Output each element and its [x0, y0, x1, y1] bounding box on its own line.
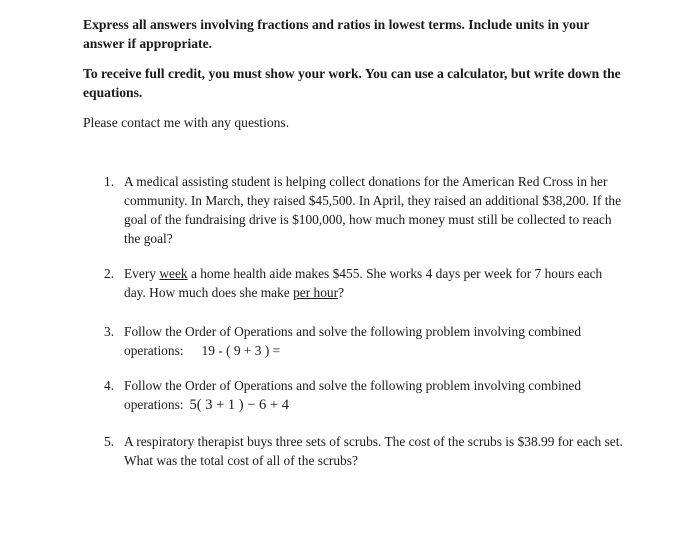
question-2: [104, 264, 624, 302]
instruction-contact: Please contact me with any questions.: [83, 115, 290, 130]
question-number: 2.: [104, 266, 115, 281]
question-number: 4.: [104, 378, 115, 393]
question-number: 1.: [104, 174, 115, 189]
cropped-text-line: [88, 0, 608, 2]
question-number: 5.: [104, 434, 115, 449]
question-number: 3.: [104, 324, 115, 339]
question-4: [104, 376, 624, 415]
question-5: [104, 432, 624, 470]
question-text: A respiratory therapist buys three sets of scrubs. The cost of the scrubs is $38.99 for each set. What was the total cost of all of the scrubs?: [124, 434, 623, 468]
question-text: [124, 322, 624, 360]
underlined-word-week: week: [159, 266, 188, 281]
question-text: [124, 264, 624, 302]
question-text-part: Every: [124, 266, 160, 281]
question-text: A medical assisting student is helping collect donations for the American Red Cross in her community. In March, they raised $45,500. In April, they raised an additional $38,200. If the goal of the fundraising drive is $100,000, how much money must still be collected to reach the goal?: [124, 174, 622, 246]
math-expression: 19 - ( 9 + 3 ) =: [201, 343, 281, 358]
instruction-show-work: To receive full credit, you must show your work. You can use a calculator, but write down the equations.: [83, 66, 621, 100]
question-1: [104, 172, 624, 248]
question-text-part: Follow the Order of Operations and solve the following problem involving combined operations:: [124, 378, 582, 412]
math-expression: 5( 3 + 1 ) − 6 + 4: [189, 397, 289, 413]
instruction-lowest-terms: Express all answers involving fractions and ratios in lowest terms. Include units in your answer if appropriate.: [83, 17, 590, 51]
question-text: [124, 376, 624, 415]
question-text-part: a home health aide makes $455. She works 4 days per week for 7 hours each day. How much does she make: [124, 266, 603, 300]
question-text-part: Follow the Order of Operations and solve the following problem involving combined operations:: [124, 324, 582, 358]
question-3: [104, 322, 624, 360]
underlined-phrase-per-hour: per hour: [293, 285, 339, 300]
question-text-part: ?: [338, 285, 345, 300]
